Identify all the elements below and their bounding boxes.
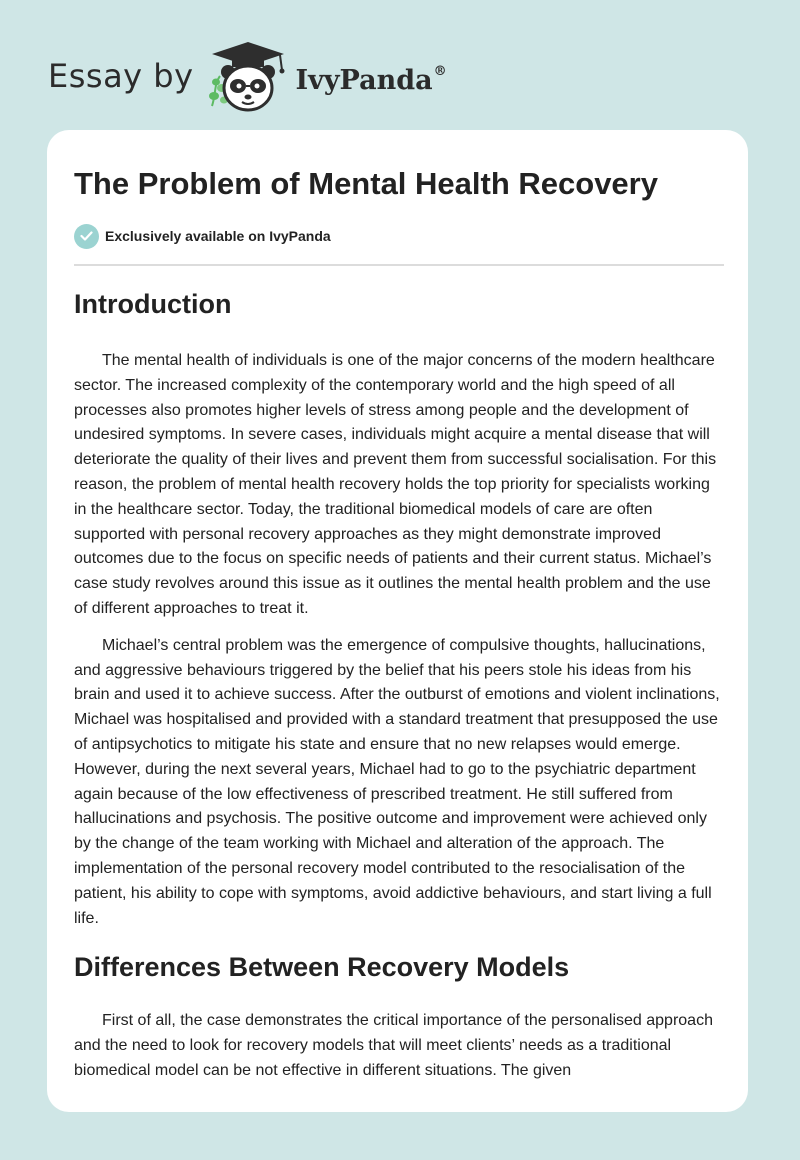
paragraph: The mental health of individuals is one of the major concerns of the modern healthcare sector. The increased complexity of the contemporary world and the high speed of all processes also promotes higher levels of stress among people and the development of undesired symptoms. In severe cases, individuals might acquire a mental disease that will deteriorate the quality of their lives and prevent them from successful socialisation. For this reason, the problem of mental health recovery holds the top priority for specialists working in the healthcare sector. Today, the traditional biomedical models of care are often supported with personal recovery approaches as they might demonstrate improved outcomes due to the focus on specific needs of patients and their current status. Michael’s case study revolves around this issue as it outlines the mental health problem and the use of different approaches to treat it. — [74, 352, 717, 617]
panda-graduate-icon[interactable] — [202, 36, 294, 116]
divider — [74, 264, 724, 266]
section-heading-differences: Differences Between Recovery Models — [74, 952, 570, 983]
site-header — [48, 36, 447, 116]
check-icon — [74, 224, 99, 249]
registered-mark: ® — [433, 64, 447, 79]
paragraph: Michael’s central problem was the emergence of compulsive thoughts, hallucinations, and aggressive behaviours triggered by the belief that his peers stole his ideas from his brain and used it to achieve success. After the outburst of emotions and violent inclinations, Michael was hospitalised and provided with a standard treatment that presupposed the use of antipsychotics to mitigate his state and ensure that no new relapses would emerge. However, during the next several years, Michael had to go to the psychiatric department again because of the low effectiveness of prescribed treatment. He still suffered from hallucinations and psychosis. The positive outcome and improvement were achieved only by the change of the team working with Michael and alteration of the approach. The implementation of the personal recovery model contributed to the resocialisation of the patient, his ability to cope with symptoms, avoid addictive behaviours, and start living a full life. — [74, 636, 720, 927]
essay-content — [74, 164, 724, 1084]
exclusive-badge — [74, 223, 724, 249]
exclusive-badge-label: Exclusively available on IvyPanda — [105, 228, 331, 244]
essay-by-label: Essay by — [48, 57, 194, 95]
essay-card — [47, 130, 748, 1112]
paragraph: First of all, the case demonstrates the critical importance of the personalised approach and the need to look for recovery models that will meet clients’ needs as a traditional biomedical model can be not effective in different situations. The given — [74, 1012, 713, 1079]
section-heading-introduction: Introduction — [74, 289, 232, 319]
brand-name[interactable] — [296, 64, 447, 96]
brand-label: IvyPanda — [295, 65, 433, 96]
essay-title: The Problem of Mental Health Recovery — [74, 166, 658, 201]
